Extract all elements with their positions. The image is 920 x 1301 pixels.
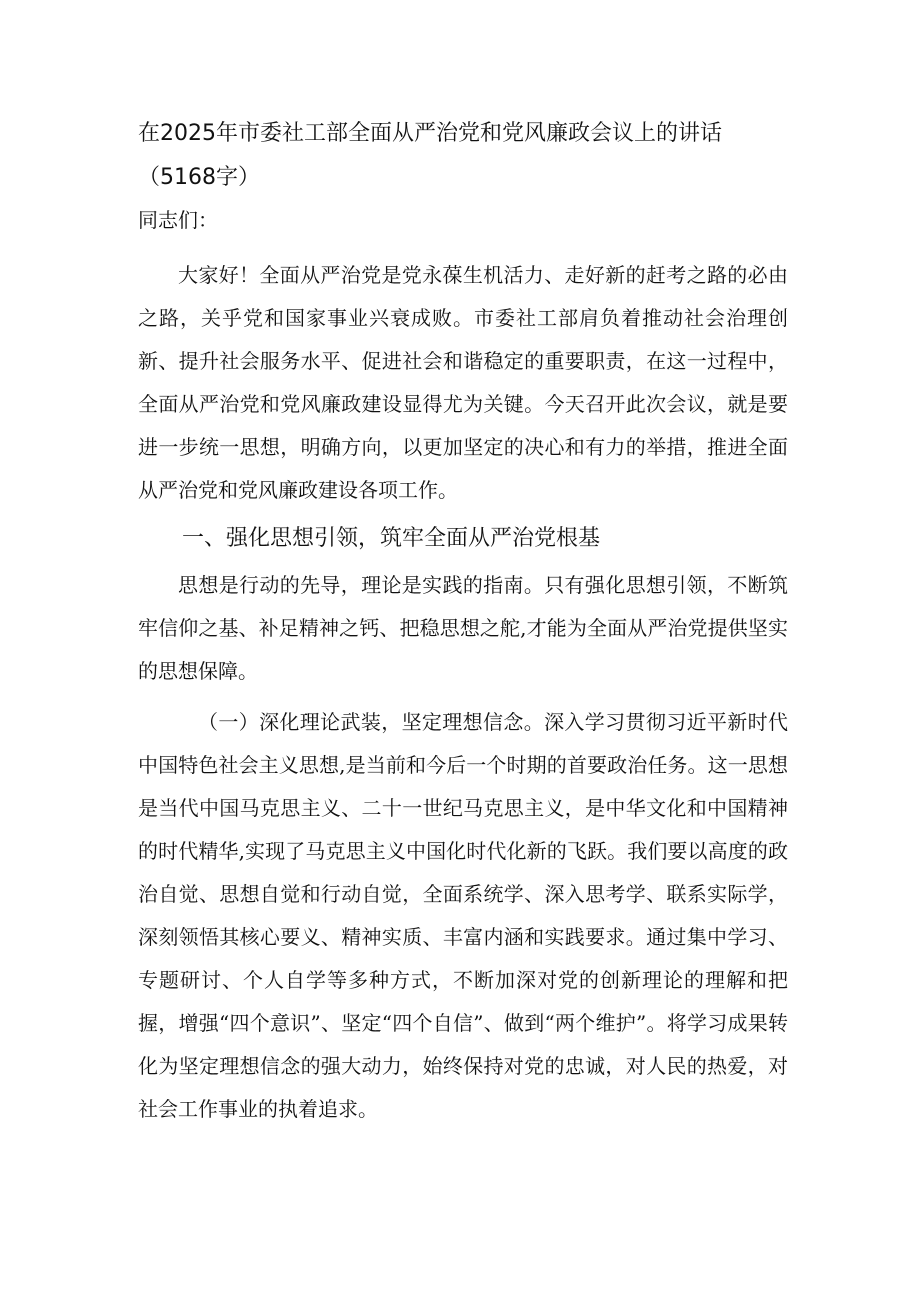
salutation: 同志们： [138, 208, 218, 232]
section-heading: 一、强化思想引领，筑牢全面从严治党根基 [182, 526, 601, 551]
section-lead-paragraph: 思想是行动的先导，理论是实践的指南。只有强化思想引领，不断筑牢信仰之基、补足精神之钙、把稳思想之舵,才能为全面从严治党提供坚实的思想保障。 [138, 573, 788, 683]
document-body [138, 112, 788, 1131]
document-title: 在2025年市委社工部全面从严治党和党风廉政会议上的讲话（5168字） [138, 121, 722, 190]
subsection-paragraph: （一）深化理论武装，坚定理想信念。深入学习贯彻习近平新时代中国特色社会主义思想,是当前和今后一个时期的首要政治任务。这一思想是当代中国马克思主义、二十一世纪马克思主义，是中华文化和中国精神的时代精华,实现了马克思主义中国化时代化新的飞跃。我们要以高度的政治自觉、思想自觉和行动自觉，全面系统学、深入思考学、联系实际学，深刻领悟其核心要义、精神实质、丰富内涵和实践要求。通过集中学习、专题研讨、个人自学等多种方式，不断加深对党的创新理论的理解和把握，增强“四个意识”、坚定“四个自信”、做到“两个维护”。将学习成果转化为坚定理想信念的强大动力，始终保持对党的忠诚，对人民的热爱，对社会工作事业的执着追求。 [138, 710, 788, 1121]
intro-paragraph: 大家好！全面从严治党是党永葆生机活力、走好新的赶考之路的必由之路，关乎党和国家事业兴衰成败。市委社工部肩负着推动社会治理创新、提升社会服务水平、促进社会和谐稳定的重要职责，在这一过程中，全面从严治党和党风廉政建设显得尤为关键。今天召开此次会议，就是要进一步统一思想，明确方向，以更加坚定的决心和有力的举措，推进全面从严治党和党风廉政建设各项工作。 [138, 263, 788, 502]
